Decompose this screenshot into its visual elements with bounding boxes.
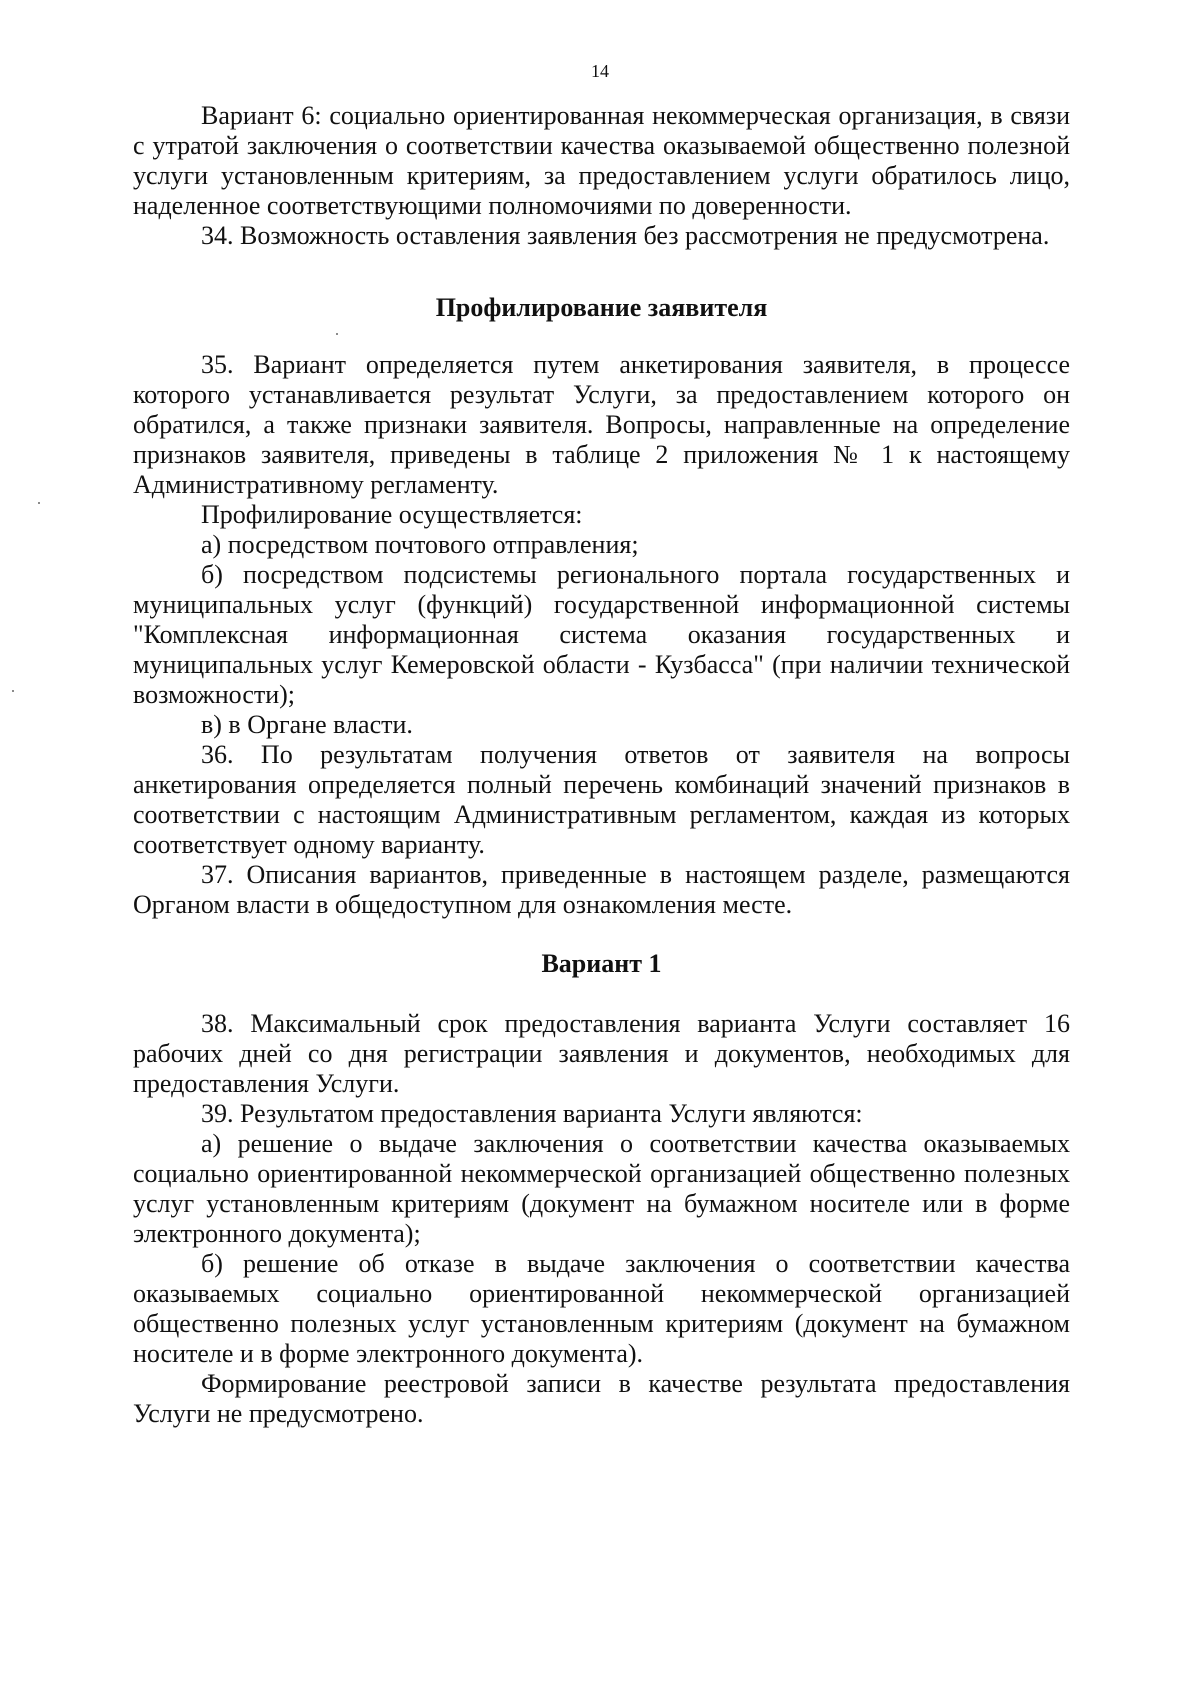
paragraph-35: 35. Вариант определяется путем анкетирования заявителя, в процессе которого устанавливается результат Услуги, за предоставлением которого он обратился, а также признаки заявителя. Вопросы, направленные на определение признаков заявителя, приведены в таблице 2 приложения № 1 к настоящему Административному регламенту.	[133, 350, 1070, 499]
paragraph-34: 34. Возможность оставления заявления без рассмотрения не предусмотрена.	[201, 221, 1050, 250]
paragraph-profiling-intro: Профилирование осуществляется:	[201, 500, 583, 529]
section-heading-variant	[133, 949, 1070, 979]
heading-variant-1: Вариант 1	[541, 949, 662, 978]
paragraph-result-a: а) решение о выдаче заключения о соответствии качества оказываемых социально ориентированной некоммерческой организацией общественно полезных услуг установленным критериям (документ на бумажном носителе или в форме электронного документа);	[133, 1129, 1070, 1248]
profiling-section	[133, 350, 1070, 920]
scan-speck	[336, 333, 338, 335]
paragraph-item-a: а) посредством почтового отправления;	[201, 530, 639, 559]
paragraph-36: 36. По результатам получения ответов от заявителя на вопросы анкетирования определяется полный перечень комбинаций значений признаков в соответствии с настоящим Административным регламентом, каждая из которых соответствует одному варианту.	[133, 740, 1070, 859]
intro-section	[133, 101, 1070, 251]
paragraph-item-b: б) посредством подсистемы регионального портала государственных и муниципальных услуг (функций) государственной информационной системы "Комплексная информационная система оказания государственных и муниципальных услуг Кемеровской области - Кузбасса" (при наличии технической возможности);	[133, 560, 1070, 709]
paragraph-registry: Формирование реестровой записи в качестве результата предоставления Услуги не предусмотрено.	[133, 1369, 1070, 1428]
paragraph-37: 37. Описания вариантов, приведенные в настоящем разделе, размещаются Органом власти в общедоступном для ознакомления месте.	[133, 860, 1070, 919]
section-heading-profiling	[133, 293, 1070, 323]
heading-profiling: Профилирование заявителя	[435, 293, 768, 322]
page-number: 14	[591, 61, 609, 81]
paragraph-39: 39. Результатом предоставления варианта Услуги являются:	[201, 1099, 863, 1128]
paragraph-variant-6: Вариант 6: социально ориентированная некоммерческая организация, в связи с утратой заключения о соответствии качества оказываемой общественно полезной услуги установленным критериям, за предоставлением услуги обратилось лицо, наделенное соответствующими полномочиями по доверенности.	[133, 101, 1070, 220]
paragraph-38: 38. Максимальный срок предоставления варианта Услуги составляет 16 рабочих дней со дня регистрации заявления и документов, необходимых для предоставления Услуги.	[133, 1009, 1070, 1098]
scan-speck	[38, 502, 40, 504]
paragraph-item-v: в) в Органе власти.	[201, 710, 413, 739]
paragraph-result-b: б) решение об отказе в выдаче заключения о соответствии качества оказываемых социально ориентированной некоммерческой организацией общественно полезных услуг установленным критериям (документ на бумажном носителе и в форме электронного документа).	[133, 1249, 1070, 1368]
scan-speck	[12, 690, 14, 692]
variant-section	[133, 1009, 1070, 1429]
